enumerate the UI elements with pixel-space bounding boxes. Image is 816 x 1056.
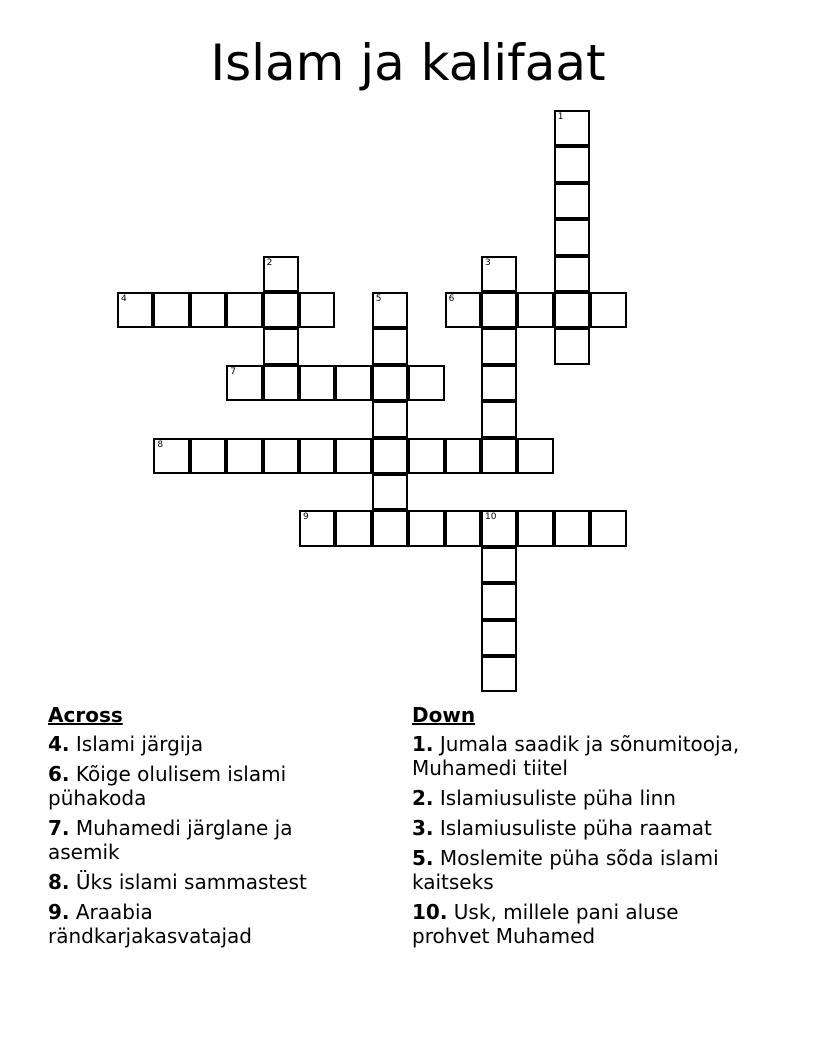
grid-cell[interactable] [481,365,517,401]
clue-number: 8 [157,439,164,450]
grid-cell[interactable] [517,510,553,546]
grid-cell[interactable] [408,365,444,401]
grid-cell[interactable] [481,401,517,437]
grid-cell[interactable] [299,510,335,546]
grid-cell[interactable] [299,292,335,328]
grid-cell[interactable] [481,292,517,328]
grid-cell[interactable] [372,510,408,546]
grid-cell[interactable] [263,256,299,292]
clue-across-8: 8. Üks islami sammastest [48,870,307,894]
clue-number: 1 [557,112,564,122]
grid-cell[interactable] [335,365,371,401]
grid-cell[interactable] [590,510,626,546]
clue-across-6: 6. Kõige olulisem islami pühakoda [48,762,287,810]
clue-down-10: 10. Usk, millele pani aluse prohvet Muhamed [412,900,679,948]
clue-across-9: 9. Araabia rändkarjakasvatajad [48,900,252,948]
clue-down-2: 2. Islamiusuliste püha linn [412,786,676,810]
grid-cell[interactable] [445,292,481,328]
clue-down-3: 3. Islamiusuliste püha raamat [412,816,712,840]
grid-cell[interactable] [481,656,517,692]
clue-down-5: 5. Moslemite püha sõda islami kaitseks [412,846,719,894]
grid-cell[interactable] [481,620,517,656]
grid-cell[interactable] [554,183,590,219]
grid-cell[interactable] [263,292,299,328]
down-clues [412,703,762,954]
clue-number: 9 [303,512,309,523]
grid-cell[interactable] [117,292,153,328]
grid-cell[interactable] [263,438,299,474]
clue-number: 10 [485,512,497,523]
grid-cell[interactable] [372,401,408,437]
grid-cell[interactable] [372,474,408,510]
grid-cell[interactable] [554,510,590,546]
grid-cell[interactable] [554,110,590,146]
grid-cell[interactable] [190,438,226,474]
grid-cell[interactable] [153,292,189,328]
clue-number: 7 [230,366,236,377]
grid-cell[interactable] [299,365,335,401]
grid-cell[interactable] [299,438,335,474]
grid-cell[interactable] [153,438,189,474]
grid-cell[interactable] [481,583,517,619]
grid-cell[interactable] [263,365,299,401]
grid-cell[interactable] [517,292,553,328]
grid-cell[interactable] [226,365,262,401]
grid-cell[interactable] [372,328,408,364]
grid-cell[interactable] [481,510,517,546]
grid-cell[interactable] [517,438,553,474]
grid-cell[interactable] [481,328,517,364]
grid-cell[interactable] [372,365,408,401]
grid-cell[interactable] [554,146,590,182]
grid-cell[interactable] [372,438,408,474]
down-heading: Down [412,703,476,727]
grid-cell[interactable] [554,328,590,364]
clue-number: 3 [485,257,491,268]
clue-number: 6 [448,294,455,304]
grid-cell[interactable] [190,292,226,328]
across-heading: Across [48,703,123,727]
grid-cell[interactable] [481,256,517,292]
grid-cell[interactable] [226,438,262,474]
grid-cell[interactable] [590,292,626,328]
grid-cell[interactable] [554,219,590,255]
grid-cell[interactable] [445,438,481,474]
clue-number: 4 [121,294,127,304]
grid-cell[interactable] [335,438,371,474]
across-clues [48,703,348,954]
grid-cell[interactable] [554,256,590,292]
grid-cell[interactable] [445,510,481,546]
clue-number: 5 [375,294,382,304]
grid-cell[interactable] [408,510,444,546]
grid-cell[interactable] [554,292,590,328]
puzzle-title: Islam ja kalifaat [210,34,606,92]
clue-across-7: 7. Muhamedi järglane ja asemik [48,816,293,864]
grid-cell[interactable] [263,328,299,364]
grid-cell[interactable] [372,292,408,328]
grid-cell[interactable] [481,438,517,474]
clue-number: 2 [266,257,273,268]
grid-cell[interactable] [408,438,444,474]
grid-cell[interactable] [226,292,262,328]
grid-cell[interactable] [481,547,517,583]
clue-down-1: 1. Jumala saadik ja sõnumitooja, Muhamedi tiitel [412,732,740,780]
grid-cell[interactable] [335,510,371,546]
clue-across-4: 4. Islami järgija [48,732,204,756]
